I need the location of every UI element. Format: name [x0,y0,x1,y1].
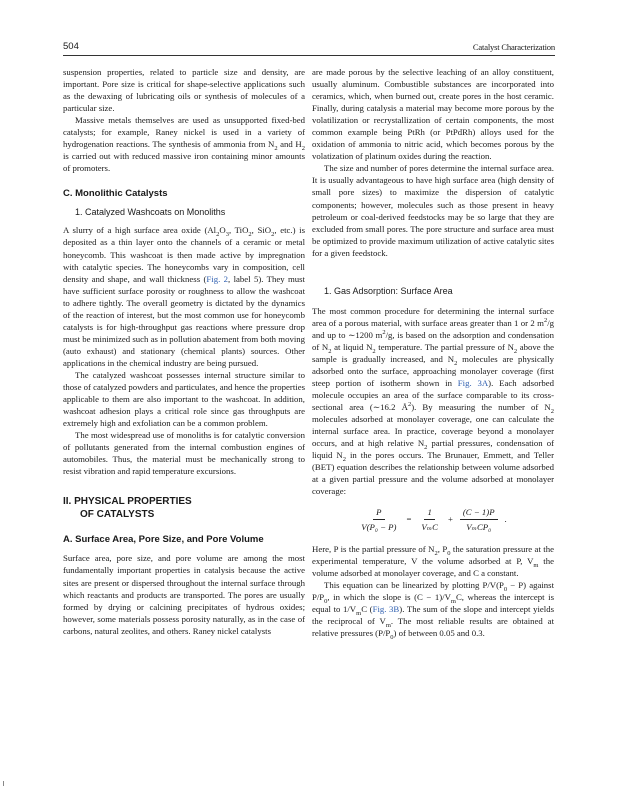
paragraph: The catalyzed washcoat possesses internal structure similar to those of catalyzed powders and particulates, and hence the properties applicable to them are also important to the washcoat. In addition, washcoat adhesion plays a critical role since gas throughputs are extremely high and exfoliation can be a common problem. [63,369,305,429]
paragraph: This equation can be linearized by plotting $P/V(P_0 - P)$ against $P/P_0$, in which the slope is $(C - 1)/V_mC$, whereas the intercept is equal to $1/V_mC$ (Fig. 3B). The sum of the slope and intercept yields the reciprocal of $V_m$. The most reliable results are obtained at relative pressures $(P/P_0)$ of between 0.05 and 0.3. [312,579,554,641]
section-heading: II. PHYSICAL PROPERTIES [63,496,192,508]
page-number: 504 [63,41,79,52]
paragraph: The most common procedure for determining the internal surface area of a porous material, with surface areas greater than 1 or 2 $m^2/g$ and up to ∼1200 $m^2/g$, is based on the adsorption and condensation of $N_2$ at liquid $N_2$ temperature. The partial pressure of $N_2$ above the sample is gradually increased, and $N_2$ molecules are physically adsorbed onto the surface, approaching monolayer coverage (first steep portion of isotherm shown in Fig. 3A). Each adsorbed molecule occupies an area of the surface comparable to its cross-sectional area (∼16.2 $Å^2$). By measuring the number of $N_2$ molecules adsorbed at monolayer coverage, one can calculate the internal surface area. In practice, coverage beyond a monolayer occurs, and at high relative $N_2$ partial pressures, condensation of liquid $N_2$ in the pores occurs. The Brunauer, Emmett, and Teller (BET) equation describes the relationship between volume adsorbed at a given partial pressure and the volume adsorbed at monolayer coverage: [312,305,555,497]
section-heading: A. Surface Area, Pore Size, and Pore Volume [63,534,264,546]
margin-mark [3,781,4,786]
left-column [63,66,305,637]
subsection-heading: 1. Gas Adsorption: Surface Area [324,285,453,296]
right-column [312,66,554,639]
figure-link[interactable]: Fig. 3B [372,603,400,614]
equation-term-2: $\frac{(C - 1)P}{\text{VₘCP₀}}$ [460,506,498,533]
figure-link[interactable]: Fig. 3A [457,378,489,389]
header-rule [63,55,555,56]
paragraph: are made porous by the selective leaching of an alloy constituent, usually aluminum. Combustible substances are incorporated into ceramics, which, when burned out, create pores in the host ceramic. Finally, during catalysis a material may become more porous by the volatilization or recrystallization of certain components, the most common example being PtRh (or PtPdRh) alloys used for the oxidation of ammonia to nitric acid, which becomes porous by the volatization of platinum oxides during the reaction. [312,67,554,162]
paragraph: Massive metals themselves are used as unsupported fixed-bed catalysts; for example, Raney nickel is used in a variety of hydrogenation reactions. The synthesis of ammonia from $N_2$ and $H_2$ is carried out with reduced massive iron containing minor amounts of promoters. [63,115,305,174]
section-heading-continued: OF CATALYSTS [80,509,155,521]
figure-link[interactable]: Fig. 2 [206,273,229,284]
equation-term-1: $\frac{1}{\text{VₘC}}$ [421,506,438,532]
paragraph: A slurry of a high surface area oxide ($Al_2O_3$, TiO$_2$, SiO$_2$, etc.) is deposited as a thin layer onto the channels of a ceramic or metal honeycomb. This washcoat is then made active by impregnation with catalytic species. The honeycombs vary in composition, cell density and shape, and wall thickness (Fig. 2, label 5). They must have sufficient surface porosity or roughness to allow the washcoat to adhere tightly. The overall geometry is dictated by the dynamics of the reaction of interest, but the most common use for honeycomb catalysts is for high-throughput gas reactions where pressure drop must be minimized such as in pollution abatement from both moving (auto exhaust) and stationary (chemical plants) sources. Other applications in the chemical industry are being pursued. [63,225,305,368]
paragraph: The most widespread use of monoliths is for catalytic conversion of pollutants generated from the internal combustion engines of automobiles. Thus, the material must be mechanically strong to resist vibration and rapid temperature excursions. [63,430,305,477]
section-heading: C. Monolithic Catalysts [63,188,168,200]
running-head: Catalyst Characterization [472,42,555,52]
paragraph: suspension properties, related to particle size and density, are important. Pore size is critical for shape-selective applications such as the dewaxing of lubricating oils or synthesis of molecules of a particular size. [63,67,305,114]
paragraph: Surface area, pore size, and pore volume are among the most fundamentally important properties in catalysis because the active sites are present or dispersed throughout the internal surface through which reactants and products are transported. The pores are usually formed by drying or calcining precipitates of hydrous oxides; however, some materials possess porosity naturally, as in the case of carbons, natural zeolites, and others. Raney nickel catalysts [63,553,305,636]
equation-lhs: $\frac{P}{\text{V(P₀ − P)}}$ [361,506,397,532]
subsection-heading: 1. Catalyzed Washcoats on Monoliths [75,207,226,218]
bet-equation: $\frac{P}{\text{V(P₀ − P)}}$ = $\frac{1}{\text{VₘC}}$ + $\frac{(C - 1)P}{\text{VₘCP₀}}$ . [312,506,554,533]
paragraph: The size and number of pores determine the internal surface area. It is usually advantageous to have high surface area (high density of small pore sizes) to maximize the dispersion of catalytic components; however, molecules such as those present in heavy petroleum or coal-derived feedstocks may be so large that they are excluded from small pores. The pore structure and surface area must be optimized to provide maximum utilization of active catalytic sites for a given feedstock. [312,163,554,258]
paragraph: Here, P is the partial pressure of $N_2$, $P_0$ the saturation pressure at the experimental temperature, V the volume adsorbed at P, $V_m$ the volume adsorbed at monolayer coverage, and C a constant. [312,543,555,578]
